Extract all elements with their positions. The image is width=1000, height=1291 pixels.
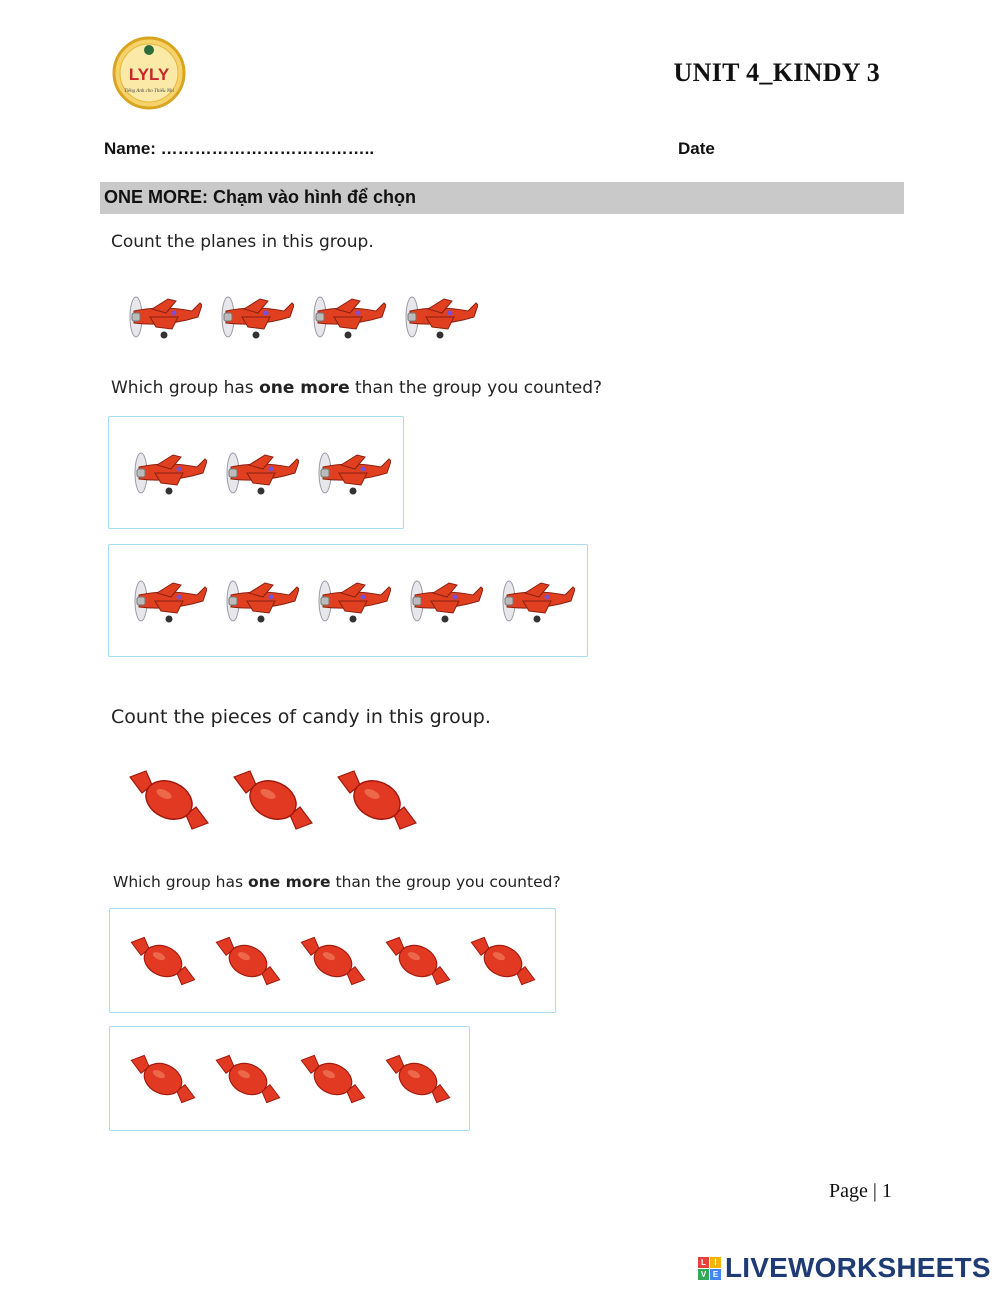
- candy-image: [298, 1052, 368, 1106]
- planes-option-1[interactable]: [108, 416, 404, 529]
- candy-image: [126, 767, 212, 833]
- candy-image: [213, 1052, 283, 1106]
- candy-image: [383, 1052, 453, 1106]
- candy-image: [128, 1052, 198, 1106]
- candy-image: [383, 934, 453, 988]
- plane-image: [306, 291, 386, 343]
- candy-image: [128, 934, 198, 988]
- candy-count-prompt: Count the pieces of candy in this group.: [111, 706, 491, 728]
- school-logo: [112, 36, 186, 110]
- candy-image: [298, 934, 368, 988]
- plane-image: [219, 575, 299, 627]
- plane-image: [311, 447, 391, 499]
- candy-option-2[interactable]: [109, 1026, 470, 1131]
- candy-image: [230, 767, 316, 833]
- plane-image: [219, 447, 299, 499]
- candy-option-1[interactable]: [109, 908, 556, 1013]
- svg-text:LYLY: LYLY: [128, 65, 170, 84]
- brand-text: LIVEWORKSHEETS: [725, 1252, 991, 1283]
- plane-image: [122, 291, 202, 343]
- plane-image: [311, 575, 391, 627]
- candy-image: [468, 934, 538, 988]
- name-field-label: Name: ………………………………..: [104, 139, 375, 158]
- plane-image: [403, 575, 483, 627]
- candy-count-group: [126, 767, 438, 833]
- plane-image: [127, 575, 207, 627]
- page-number: Page | 1: [829, 1180, 892, 1202]
- planes-option-2[interactable]: [108, 544, 588, 657]
- candy-image: [334, 767, 420, 833]
- section-banner: [100, 182, 904, 214]
- liveworksheets-brand[interactable]: [698, 1252, 991, 1284]
- plane-image: [398, 291, 478, 343]
- plane-image: [214, 291, 294, 343]
- planes-count-group: [122, 291, 490, 343]
- worksheet-title: UNIT 4_KINDY 3: [673, 58, 880, 87]
- plane-image: [495, 575, 575, 627]
- candy-question: Which group has one more than the group you counted?: [113, 873, 561, 891]
- plane-image: [127, 447, 207, 499]
- banner-text: ONE MORE: Chạm vào hình để chọn: [104, 187, 417, 207]
- planes-count-prompt: Count the planes in this group.: [111, 232, 374, 252]
- planes-question: Which group has one more than the group you counted?: [111, 378, 603, 398]
- liveworksheets-logo-icon: L I V E: [698, 1257, 721, 1280]
- date-field-label: Date: [678, 139, 715, 158]
- svg-text:Tiếng Anh cho Thiếu Nhi: Tiếng Anh cho Thiếu Nhi: [124, 89, 174, 94]
- candy-image: [213, 934, 283, 988]
